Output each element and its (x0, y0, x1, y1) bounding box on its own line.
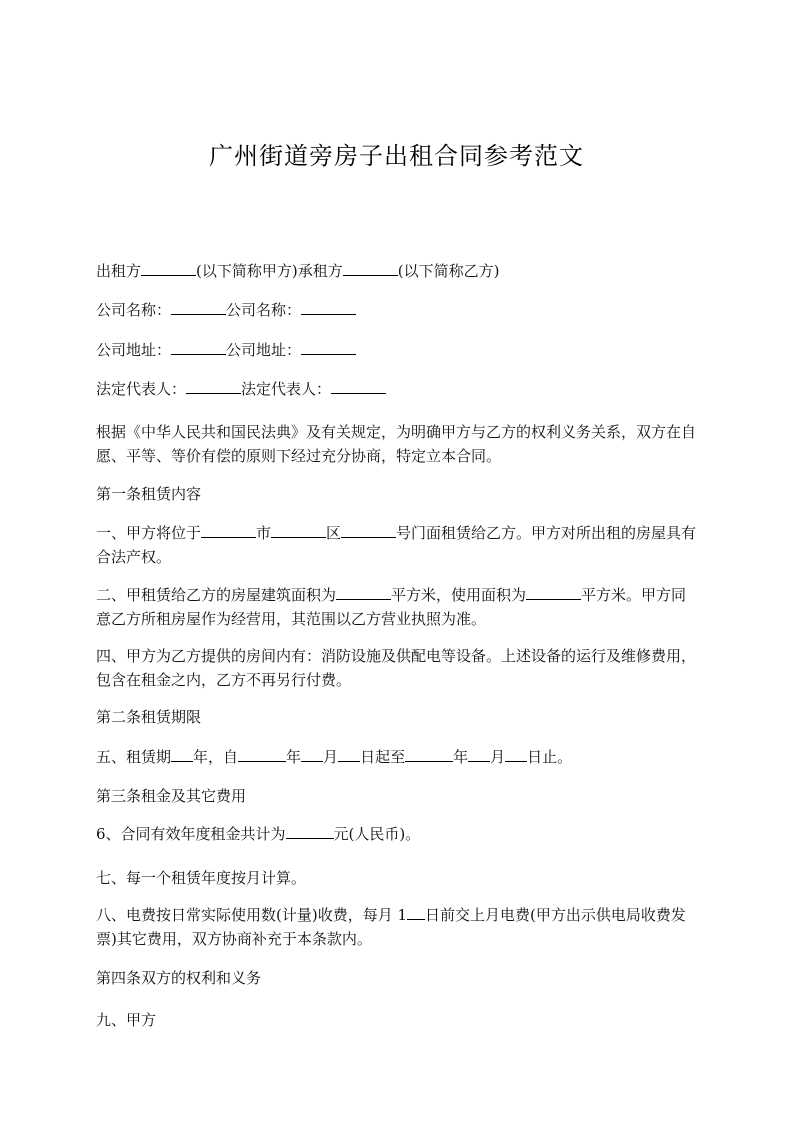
preamble-paragraph: 根据《中华人民共和国民法典》及有关规定，为明确甲方与乙方的权利义务关系，双方在自愿、平等、等价有偿的原则下经过充分协商，特定立本合同。 (96, 423, 697, 465)
company-name-blank-b (301, 299, 356, 315)
clause-1 (96, 521, 698, 569)
clause-1-part-4: 号门面租赁给乙方。甲方对所出租的房屋具有合法产权。 (96, 524, 697, 566)
start-month-blank (301, 746, 323, 762)
start-day-blank (338, 746, 360, 762)
parties-line (96, 259, 698, 283)
company-address-label-b: 公司地址： (226, 341, 302, 359)
lessee-note: (以下简称乙方) (397, 262, 500, 280)
clause-7: 七、每一个租赁年度按月计算。 (96, 869, 307, 887)
section-3-heading: 第三条租金及其它费用 (96, 787, 247, 805)
end-year-blank (405, 746, 453, 762)
legal-rep-label-a: 法定代表人： (96, 380, 187, 398)
clause-5 (96, 745, 698, 769)
usable-area-blank (526, 584, 581, 600)
legal-rep-blank-b (331, 378, 386, 394)
clause-2 (96, 583, 698, 631)
clause-2-part-2: 平方米，使用面积为 (391, 586, 527, 604)
clause-2-part-3: 平方米。甲方同意乙方所租房屋作为经营用，其范围以乙方营业执照为准。 (96, 586, 687, 628)
term-years-blank (171, 746, 193, 762)
clause-5-part-3: 年 (286, 748, 302, 766)
company-address-blank-a (171, 339, 226, 355)
legal-rep-blank-a (186, 378, 241, 394)
lessor-blank (141, 260, 196, 276)
clause-5-part-8: 日止。 (527, 748, 573, 766)
city-blank (201, 522, 256, 538)
document-title: 广州街道旁房子出租合同参考范文 (209, 142, 584, 170)
district-blank (271, 522, 326, 538)
clause-1-part-1: 一、甲方将位于 (96, 524, 202, 542)
lessor-label: 出租方 (96, 262, 142, 280)
clause-8 (96, 903, 698, 951)
clause-5-part-1: 五、租赁期 (96, 748, 172, 766)
section-1-heading: 第一条租赁内容 (96, 485, 202, 503)
clause-6 (96, 822, 698, 846)
payment-day-blank (407, 904, 425, 920)
building-area-blank (336, 584, 391, 600)
annual-rent-blank (286, 823, 334, 839)
end-month-blank (468, 746, 490, 762)
company-address-label-a: 公司地址： (96, 341, 172, 359)
clause-4: 四、甲方为乙方提供的房间内有：消防设施及供配电等设备。上述设备的运行及维修费用，包含在租金之内，乙方不再另行付费。 (96, 647, 697, 689)
clause-1-part-2: 市 (256, 524, 272, 542)
clause-5-part-2: 年，自 (193, 748, 239, 766)
lessor-note: (以下简称甲方)承租方 (196, 262, 343, 280)
lessee-blank (343, 260, 398, 276)
clause-5-part-7: 月 (490, 748, 506, 766)
company-address-blank-b (301, 339, 356, 355)
clause-6-part-2: 元(人民币)。 (333, 825, 421, 843)
company-name-label-a: 公司名称： (96, 301, 172, 319)
clause-1-part-3: 区 (326, 524, 342, 542)
clause-5-part-5: 日起至 (360, 748, 406, 766)
start-year-blank (238, 746, 286, 762)
number-blank (341, 522, 396, 538)
legal-rep-line (96, 377, 698, 401)
section-4-heading: 第四条双方的权利和义务 (96, 969, 262, 987)
end-day-blank (505, 746, 527, 762)
company-address-line (96, 338, 698, 362)
clause-8-part-2: 日前交上月电费(甲方出示供电局收费发票)其它费用，双方协商补充于本条款内。 (96, 906, 686, 948)
clause-5-part-6: 年 (453, 748, 469, 766)
clause-8-part-1: 八、电费按日常实际使用数(计量)收费，每月 1 (96, 906, 408, 924)
company-name-label-b: 公司名称： (226, 301, 302, 319)
clause-6-part-1: 6、合同有效年度租金共计为 (96, 825, 286, 843)
section-2-heading: 第二条租赁期限 (96, 708, 202, 726)
legal-rep-label-b: 法定代表人： (241, 380, 332, 398)
clause-5-part-4: 月 (323, 748, 339, 766)
company-name-line (96, 298, 698, 322)
clause-9: 九、甲方 (96, 1011, 157, 1029)
company-name-blank-a (171, 299, 226, 315)
clause-2-part-1: 二、甲租赁给乙方的房屋建筑面积为 (96, 586, 337, 604)
